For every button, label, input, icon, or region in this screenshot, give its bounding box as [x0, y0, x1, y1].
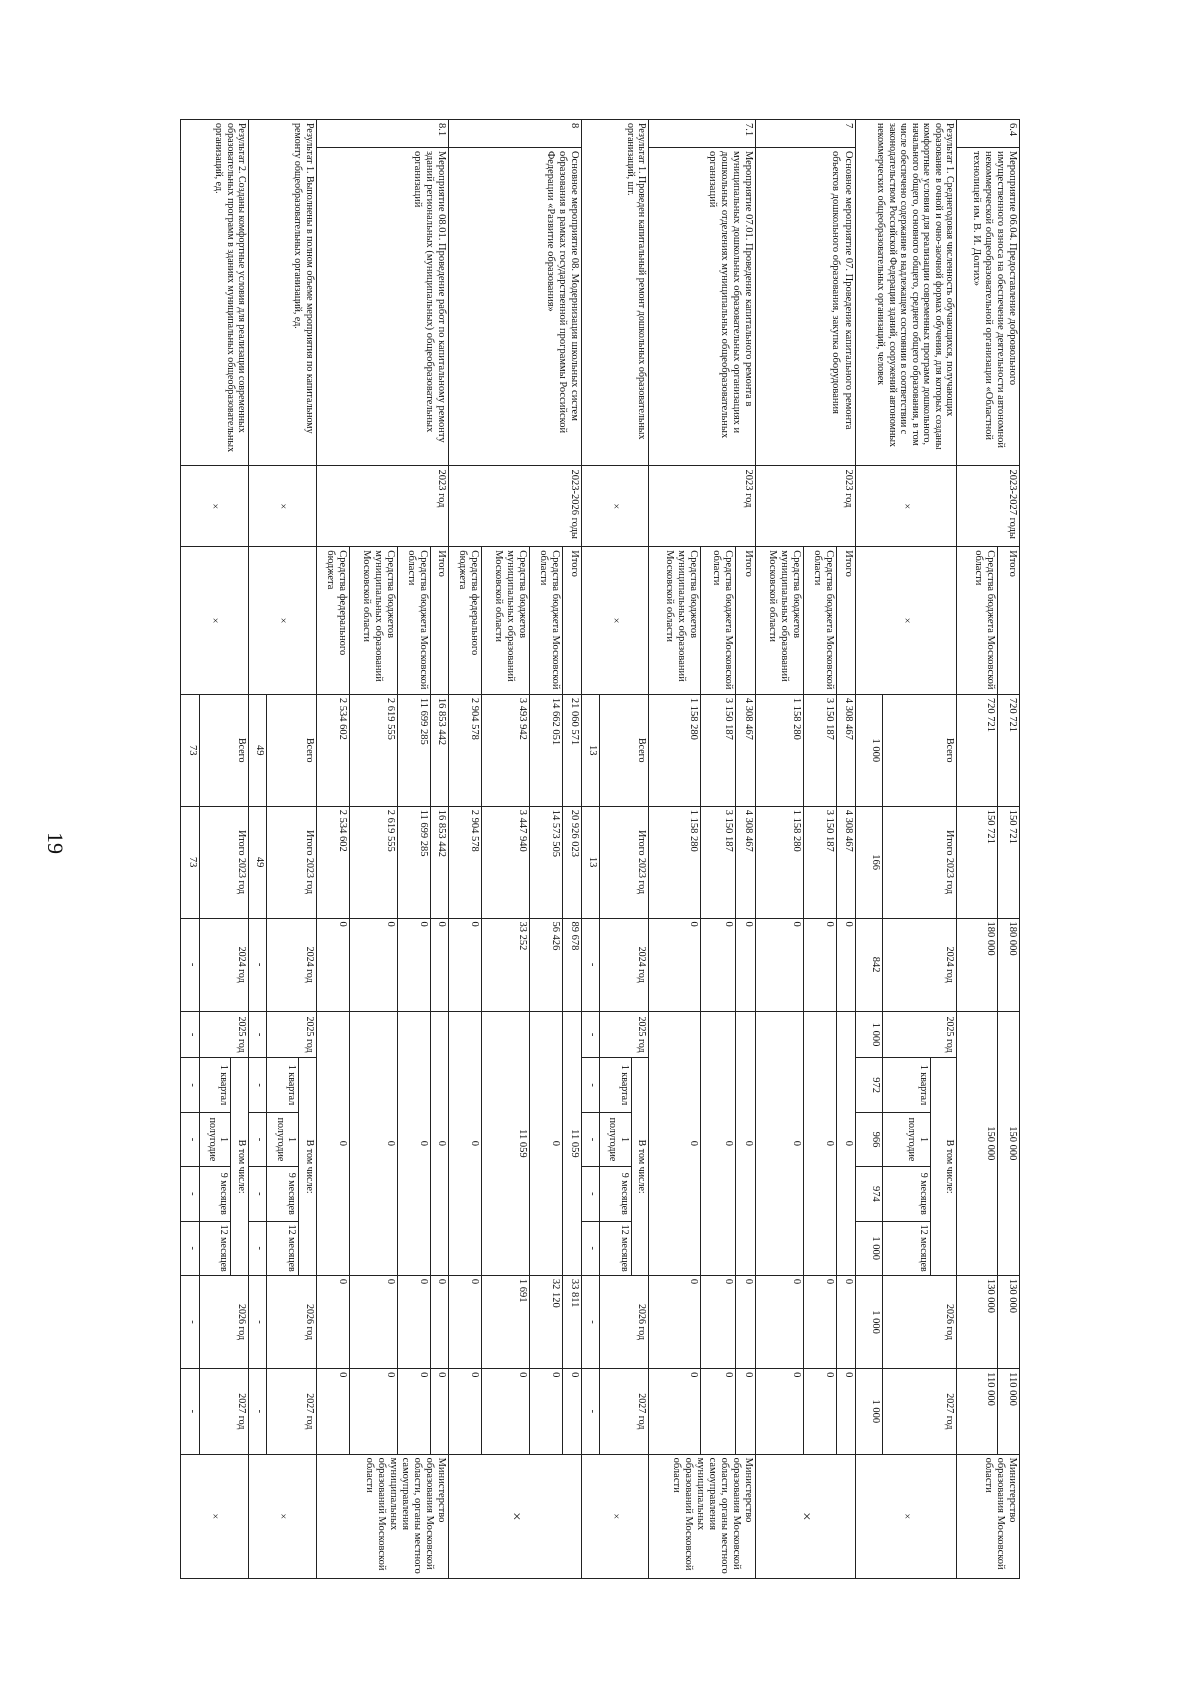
years-cell: 2023 год — [756, 466, 855, 547]
result-value: - — [249, 1369, 267, 1454]
responsible: × — [249, 1454, 317, 1578]
row-number: 6.4 — [957, 120, 1020, 148]
value-total: 21 060 571 — [563, 694, 581, 806]
head-quarter: 1 квартал — [199, 1058, 231, 1112]
responsible: × — [581, 1454, 649, 1578]
value-total: 1 158 280 — [756, 694, 804, 806]
value-2024: 0 — [736, 918, 756, 1011]
value-2027: 0 — [349, 1369, 397, 1454]
result-value: - — [581, 1275, 599, 1368]
value-2026: 0 — [449, 1275, 482, 1368]
page-number: 19 — [43, 832, 68, 854]
value-2025: 0 — [700, 1011, 736, 1275]
value-total: 720 721 — [997, 694, 1019, 806]
value-2027: 0 — [804, 1369, 837, 1454]
value-2025: 0 — [756, 1011, 804, 1275]
result-value: - — [581, 918, 599, 1011]
activity-name: Мероприятие 07.01. Проведение капитального ремонта в муниципальных дошкольных образовательных организациях и дошкольных отделениях муниципальных общеобразовательных организаций — [649, 147, 756, 466]
value-2025: 0 — [430, 1011, 448, 1275]
value-2025: 0 — [649, 1011, 700, 1275]
result-value: 1 000 — [855, 1011, 883, 1058]
result-name: Результат 2. Созданы комфортные условия для реализации современных образовательных программ в зданиях муниципальных общеобразовательных организаций, ед. — [181, 120, 249, 466]
value-2023: 150 721 — [957, 806, 997, 918]
result-value: 1 000 — [855, 1221, 883, 1275]
value-2026: 0 — [804, 1275, 837, 1368]
responsible: × — [756, 1454, 855, 1578]
years-cell: × — [855, 466, 957, 547]
value-total: 2 619 555 — [349, 694, 397, 806]
value-2027: 0 — [649, 1369, 700, 1454]
value-2027: 110 000 — [997, 1369, 1019, 1454]
source-label: Средства бюджета Московской области — [700, 547, 736, 695]
head-total: Всего — [883, 694, 957, 806]
result-value: - — [181, 1011, 200, 1058]
activity-name: Мероприятие 08.01. Проведение работ по капитальному ремонту зданий региональных (муниципальных) общеобразовательных организаций — [316, 147, 448, 466]
result-value: - — [181, 1369, 200, 1454]
result-value: - — [181, 1167, 200, 1221]
value-2025: 0 — [449, 1011, 482, 1275]
head-quarter: 1 полугодие — [267, 1112, 299, 1166]
years-cell: × — [581, 466, 649, 547]
head-quarter: 12 месяцев — [267, 1221, 299, 1275]
value-2023: 3 447 940 — [482, 806, 530, 918]
result-value: 972 — [855, 1058, 883, 1112]
value-2027: 0 — [530, 1369, 563, 1454]
activity-name: Мероприятие 06.04. Предоставление добровольного имущественного взноса на обеспечение деятельности автономной некоммерческой общеобразовательной организации «Областной технолицей им. В. И. Долгих» — [957, 147, 1020, 466]
head-2023: Итого 2023 год — [199, 806, 248, 918]
value-2023: 2 619 555 — [349, 806, 397, 918]
head-quarter: 9 месяцев — [199, 1167, 231, 1221]
head-2025: 2025 год — [199, 1011, 248, 1058]
head-quarter: 9 месяцев — [600, 1167, 632, 1221]
result-value: - — [581, 1221, 599, 1275]
value-total: 1 158 280 — [649, 694, 700, 806]
result-value: - — [249, 1011, 267, 1058]
value-total: 11 699 285 — [397, 694, 430, 806]
source-label: Средства бюджетов муниципальных образований Московской области — [756, 547, 804, 695]
row-number: 7.1 — [649, 120, 756, 148]
value-total: 4 308 467 — [837, 694, 855, 806]
value-2023: 2 904 578 — [449, 806, 482, 918]
value-total: 16 853 442 — [430, 694, 448, 806]
result-value: - — [581, 1167, 599, 1221]
result-value: 49 — [249, 694, 267, 806]
result-value: - — [181, 1221, 200, 1275]
result-value: 842 — [855, 918, 883, 1011]
table-row — [430, 120, 448, 1579]
result-name: Результат 1. Среднегодовая численность обучающихся, получающих образование в очной и очно-заочной формах обучения, для которых созданы комфортные условия для реализации современных программ дошкольного, начального общего, основного общего, среднего общего образования, в том числе обеспечено содержание в надлежащем состоянии в соответствии с законодательством Российской Федерации зданий, сооружений автономных некоммерческих общеобразовательных организаций, человек — [855, 120, 957, 466]
value-2023: 3 150 187 — [700, 806, 736, 918]
value-2027: 0 — [449, 1369, 482, 1454]
head-in-that-number: В том числе: — [631, 1058, 649, 1276]
result-value: - — [181, 918, 200, 1011]
source-label: Итого — [837, 547, 855, 695]
value-2023: 11 699 285 — [397, 806, 430, 918]
value-total: 3 150 187 — [804, 694, 837, 806]
head-2024: 2024 год — [883, 918, 957, 1011]
row-number: 8 — [449, 120, 581, 148]
result-value: 1 000 — [855, 1275, 883, 1368]
result-value: - — [581, 1058, 599, 1112]
value-2027: 0 — [837, 1369, 855, 1454]
value-2026: 32 120 — [530, 1275, 563, 1368]
value-2024: 0 — [649, 918, 700, 1011]
result-value: - — [249, 1275, 267, 1368]
head-2026: 2026 год — [883, 1275, 957, 1368]
value-2024: 0 — [700, 918, 736, 1011]
source-label: Средства бюджета Московской области — [957, 547, 997, 695]
table-row — [997, 120, 1019, 1579]
value-2025: 11 059 — [563, 1011, 581, 1275]
head-2026: 2026 год — [199, 1275, 248, 1368]
rotated-table-container — [180, 119, 1020, 1579]
value-2027: 0 — [316, 1369, 349, 1454]
result-value: - — [249, 918, 267, 1011]
source-label: Средства бюджета Московской области — [804, 547, 837, 695]
row-number: 8.1 — [316, 120, 448, 148]
result-value: 13 — [581, 806, 599, 918]
value-2024: 0 — [449, 918, 482, 1011]
value-2026: 1 691 — [482, 1275, 530, 1368]
head-2027: 2027 год — [267, 1369, 316, 1454]
value-2026: 130 000 — [997, 1275, 1019, 1368]
value-total: 4 308 467 — [736, 694, 756, 806]
value-2025: 0 — [736, 1011, 756, 1275]
head-total: Всего — [267, 694, 316, 806]
head-quarter: 12 месяцев — [600, 1221, 632, 1275]
source-label: Итого — [430, 547, 448, 695]
value-2024: 33 252 — [482, 918, 530, 1011]
head-in-that-number: В том числе: — [930, 1058, 957, 1276]
value-total: 2 534 602 — [316, 694, 349, 806]
row-number: 7 — [756, 120, 855, 148]
head-2025: 2025 год — [600, 1011, 649, 1058]
result-value: - — [581, 1369, 599, 1454]
years-cell: × — [181, 466, 249, 547]
value-2027: 0 — [430, 1369, 448, 1454]
head-2025: 2025 год — [883, 1011, 957, 1058]
source-label: Средства бюджета Московской области — [530, 547, 563, 695]
head-2023: Итого 2023 год — [600, 806, 649, 918]
value-2023: 4 308 467 — [837, 806, 855, 918]
result-value: 13 — [581, 694, 599, 806]
head-quarter: 1 полугодие — [199, 1112, 231, 1166]
value-2024: 0 — [349, 918, 397, 1011]
head-2026: 2026 год — [267, 1275, 316, 1368]
head-in-that-number: В том числе: — [299, 1058, 317, 1276]
responsible: × — [181, 1454, 249, 1578]
value-2027: 0 — [482, 1369, 530, 1454]
head-2024: 2024 год — [600, 918, 649, 1011]
value-2025: 150 000 — [957, 1011, 997, 1275]
value-2023: 20 926 023 — [563, 806, 581, 918]
head-2025: 2025 год — [267, 1011, 316, 1058]
head-quarter: 12 месяцев — [883, 1221, 931, 1275]
head-quarter: 1 полугодие — [600, 1112, 632, 1166]
years-cell: 2023-2026 годы — [449, 466, 581, 547]
result-value: - — [581, 1011, 599, 1058]
value-2024: 0 — [756, 918, 804, 1011]
result-value: 1 000 — [855, 1369, 883, 1454]
source-label: Средства бюджетов муниципальных образований Московской области — [349, 547, 397, 695]
head-quarter: 12 месяцев — [199, 1221, 231, 1275]
value-2027: 110 000 — [957, 1369, 997, 1454]
value-2025: 0 — [804, 1011, 837, 1275]
program-table — [180, 119, 1020, 1579]
value-2024: 0 — [397, 918, 430, 1011]
source-label: × — [249, 547, 317, 695]
result-value: 166 — [855, 806, 883, 918]
value-total: 720 721 — [957, 694, 997, 806]
value-2025: 0 — [530, 1011, 563, 1275]
head-quarter: 1 квартал — [883, 1058, 931, 1112]
result-value: - — [249, 1112, 267, 1166]
value-2023: 1 158 280 — [649, 806, 700, 918]
responsible: × — [449, 1454, 581, 1578]
years-cell: 2023-2027 годы — [957, 466, 1020, 547]
value-2027: 0 — [700, 1369, 736, 1454]
source-label: × — [581, 547, 649, 695]
head-quarter: 9 месяцев — [883, 1167, 931, 1221]
source-label: Средства бюджетов муниципальных образований Московской области — [649, 547, 700, 695]
head-in-that-number: В том числе: — [231, 1058, 249, 1276]
result-value: - — [581, 1112, 599, 1166]
value-total: 3 493 942 — [482, 694, 530, 806]
head-quarter: 9 месяцев — [267, 1167, 299, 1221]
head-quarter: 1 квартал — [600, 1058, 632, 1112]
result-header-row — [930, 120, 957, 1579]
value-2027: 0 — [563, 1369, 581, 1454]
result-value: 49 — [249, 806, 267, 918]
value-2027: 0 — [736, 1369, 756, 1454]
value-2026: 0 — [316, 1275, 349, 1368]
result-value: 966 — [855, 1112, 883, 1166]
result-value: 73 — [181, 806, 200, 918]
value-2026: 0 — [649, 1275, 700, 1368]
table-row — [736, 120, 756, 1579]
table-row — [563, 120, 581, 1579]
head-total: Всего — [600, 694, 649, 806]
result-header-row — [231, 120, 249, 1579]
result-value: 73 — [181, 694, 200, 806]
head-2027: 2027 год — [883, 1369, 957, 1454]
value-2025: 0 — [837, 1011, 855, 1275]
value-2026: 0 — [700, 1275, 736, 1368]
head-2027: 2027 год — [600, 1369, 649, 1454]
head-2023: Итого 2023 год — [267, 806, 316, 918]
value-2023: 4 308 467 — [736, 806, 756, 918]
head-2026: 2026 год — [600, 1275, 649, 1368]
value-2023: 14 573 505 — [530, 806, 563, 918]
result-value: - — [181, 1112, 200, 1166]
value-2026: 0 — [756, 1275, 804, 1368]
responsible: Министерство образования Московской области, органы местного самоуправления муниципальных образований Московской области — [316, 1454, 448, 1578]
result-value: 1 000 — [855, 694, 883, 806]
value-2024: 0 — [430, 918, 448, 1011]
head-2024: 2024 год — [199, 918, 248, 1011]
value-2027: 0 — [397, 1369, 430, 1454]
value-2025: 0 — [316, 1011, 349, 1275]
value-2026: 0 — [430, 1275, 448, 1368]
source-label: Средства бюджета Московской области — [397, 547, 430, 695]
result-value: - — [181, 1275, 200, 1368]
source-label: × — [181, 547, 249, 695]
result-value: - — [249, 1167, 267, 1221]
head-2023: Итого 2023 год — [883, 806, 957, 918]
years-cell: × — [249, 466, 317, 547]
head-quarter: 1 квартал — [267, 1058, 299, 1112]
value-total: 3 150 187 — [700, 694, 736, 806]
value-2024: 180 000 — [957, 918, 997, 1011]
value-2023: 150 721 — [997, 806, 1019, 918]
head-2024: 2024 год — [267, 918, 316, 1011]
value-2025: 150 000 — [997, 1011, 1019, 1275]
responsible: Министерство образования Московской области — [957, 1454, 1020, 1578]
result-header-row — [631, 120, 649, 1579]
result-header-row — [299, 120, 317, 1579]
head-quarter: 1 полугодие — [883, 1112, 931, 1166]
activity-name: Основное мероприятие 07. Проведение капитального ремонта объектов дошкольного образования, закупка оборудования — [756, 147, 855, 466]
activity-name: Основное мероприятие 08. Модернизация школьных систем образования в рамках государственной программы Российской Федерации «Развитие образования» — [449, 147, 581, 466]
source-label: Средства федерального бюджета — [449, 547, 482, 695]
value-2024: 180 000 — [997, 918, 1019, 1011]
value-2023: 1 158 280 — [756, 806, 804, 918]
table-row — [837, 120, 855, 1579]
result-name: Результат 1. Выполнены в полном объеме мероприятия по капитальному ремонту общеобразовательных организаций, ед. — [249, 120, 317, 466]
value-2023: 3 150 187 — [804, 806, 837, 918]
source-label: Итого — [563, 547, 581, 695]
value-total: 14 662 051 — [530, 694, 563, 806]
value-2026: 0 — [837, 1275, 855, 1368]
value-2027: 0 — [756, 1369, 804, 1454]
value-2026: 0 — [736, 1275, 756, 1368]
value-2023: 2 534 602 — [316, 806, 349, 918]
value-2025: 0 — [349, 1011, 397, 1275]
result-value: - — [249, 1058, 267, 1112]
head-total: Всего — [199, 694, 248, 806]
result-value: 974 — [855, 1167, 883, 1221]
responsible: Министерство образования Московской области, органы местного самоуправления муниципальных образований Московской области — [649, 1454, 756, 1578]
source-label: Итого — [997, 547, 1019, 695]
value-2024: 0 — [804, 918, 837, 1011]
years-cell: 2023 год — [316, 466, 448, 547]
value-2026: 0 — [397, 1275, 430, 1368]
source-label: × — [855, 547, 957, 695]
head-2027: 2027 год — [199, 1369, 248, 1454]
value-2024: 0 — [316, 918, 349, 1011]
responsible: × — [855, 1454, 957, 1578]
value-total: 2 904 578 — [449, 694, 482, 806]
value-2025: 11 059 — [482, 1011, 530, 1275]
source-label: Итого — [736, 547, 756, 695]
value-2026: 0 — [349, 1275, 397, 1368]
value-2023: 16 853 442 — [430, 806, 448, 918]
value-2025: 0 — [397, 1011, 430, 1275]
result-value: - — [249, 1221, 267, 1275]
result-name: Результат 1. Проведен капитальный ремонт дошкольных образовательных организаций, шт. — [581, 120, 649, 466]
source-label: Средства федерального бюджета — [316, 547, 349, 695]
value-2024: 56 426 — [530, 918, 563, 1011]
years-cell: 2023 год — [649, 466, 756, 547]
value-2024: 89 678 — [563, 918, 581, 1011]
value-2026: 130 000 — [957, 1275, 997, 1368]
result-value: - — [181, 1058, 200, 1112]
source-label: Средства бюджетов муниципальных образований Московской области — [482, 547, 530, 695]
value-2026: 33 811 — [563, 1275, 581, 1368]
value-2024: 0 — [837, 918, 855, 1011]
